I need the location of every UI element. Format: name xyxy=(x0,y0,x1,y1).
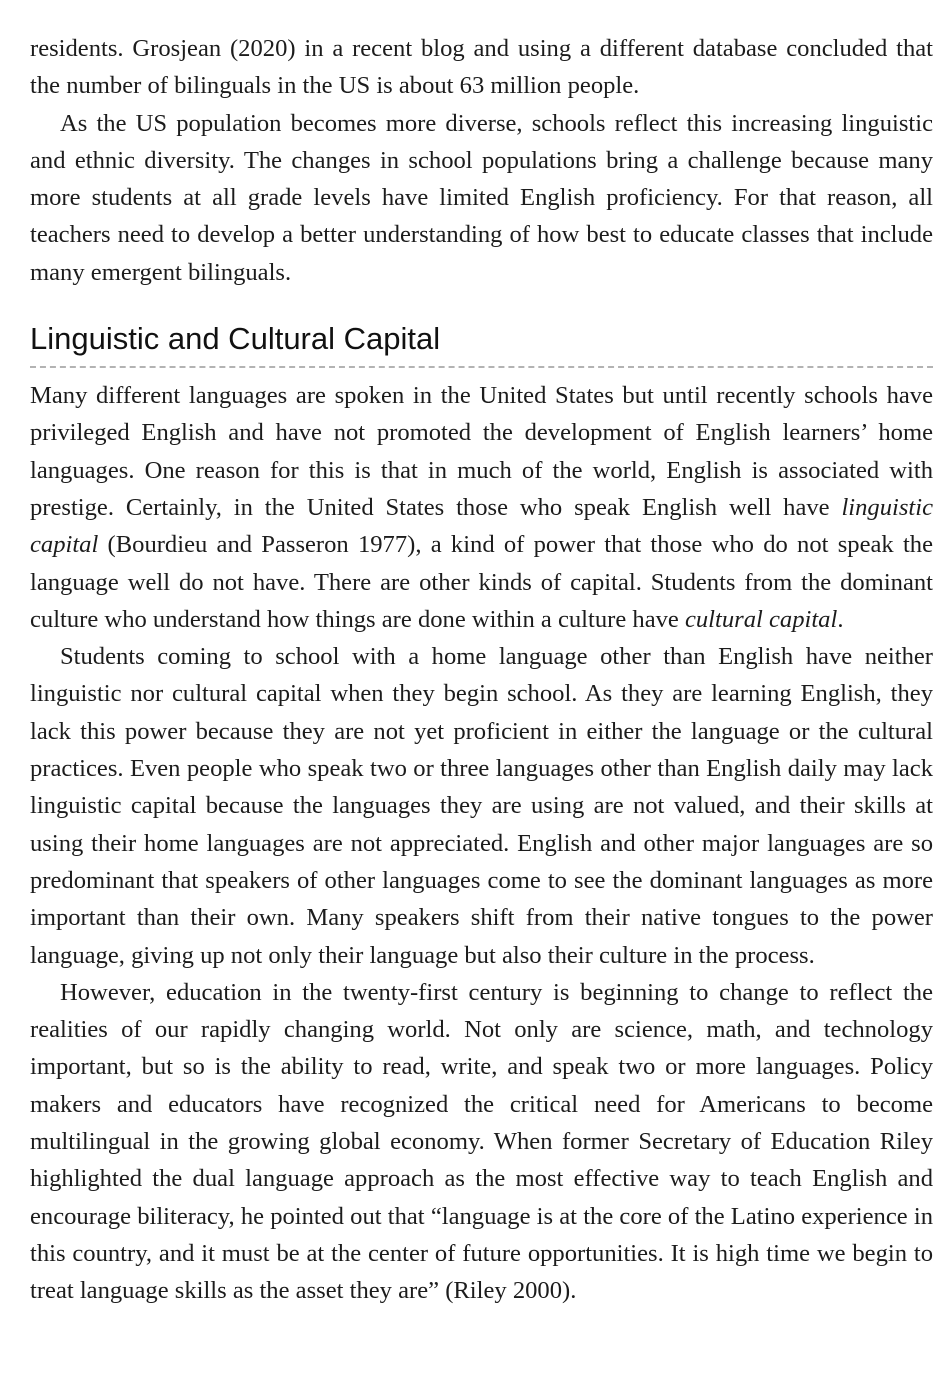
text-run: . xyxy=(837,605,844,633)
paragraph-students-home-language: Students coming to school with a home language other than English have neither linguistic nor cultural capital when they begin school. As they are learning English, they lack this power because they are not yet proficient in either the language or the cultural practices. Even people who speak two or three languages other than English daily may lack linguistic capital because the languages they are using are not valued, and their skills at using their home languages are not appreciated. English and other major languages are so predominant that speakers of other languages come to see the dominant languages as more important than their own. Many speakers shift from their native tongues to the power language, giving up not only their language but also their culture in the process. xyxy=(30,643,933,969)
text-run: Many different languages are spoken in the United States but until recently schools have privileged English and have not promoted the development of English learners’ home languages. One reason for this is that in much of the world, English is associated with prestige. Certainly, in the United States those who speak English well have xyxy=(30,382,933,521)
section-heading: Linguistic and Cultural Capital xyxy=(30,320,933,368)
paragraph-twenty-first-century: However, education in the twenty-first century is beginning to change to reflect the realities of our rapidly changing world. Not only are science, math, and technology important, but so is the ability to read, write, and speak two or more languages. Policy makers and educators have recognized the critical need for Americans to become multilingual in the growing global economy. When former Secretary of Education Riley highlighted the dual language approach as the most effective way to teach English and encourage biliteracy, he pointed out that “language is at the core of the Latino experience in this country, and it must be at the center of future opportunities. It is high time we begin to treat language skills as the asset they are” (Riley 2000). xyxy=(30,978,933,1305)
paragraph-linguistic-capital xyxy=(30,377,933,638)
term-linguistic-capital: linguistic capital xyxy=(30,493,933,559)
paragraph-continued: residents. Grosjean (2020) in a recent blog and using a different database concluded that the number of bilinguals in the US is about 63 million people. xyxy=(30,35,933,100)
term-cultural-capital: cultural capital xyxy=(684,605,838,633)
text-run: (Bourdieu and Passeron 1977), a kind of power that those who do not speak the language well do not have. There are other kinds of capital. Students from the dominant culture who understand how things are done within a culture have xyxy=(30,531,933,633)
paragraph-diversity: As the US population becomes more diverse, schools reflect this increasing linguistic and ethnic diversity. The changes in school populations bring a challenge because many more students at all grade levels have limited English proficiency. For that reason, all teachers need to develop a better understanding of how best to educate classes that include many emergent bilinguals. xyxy=(30,109,933,286)
document-page xyxy=(30,30,933,1310)
